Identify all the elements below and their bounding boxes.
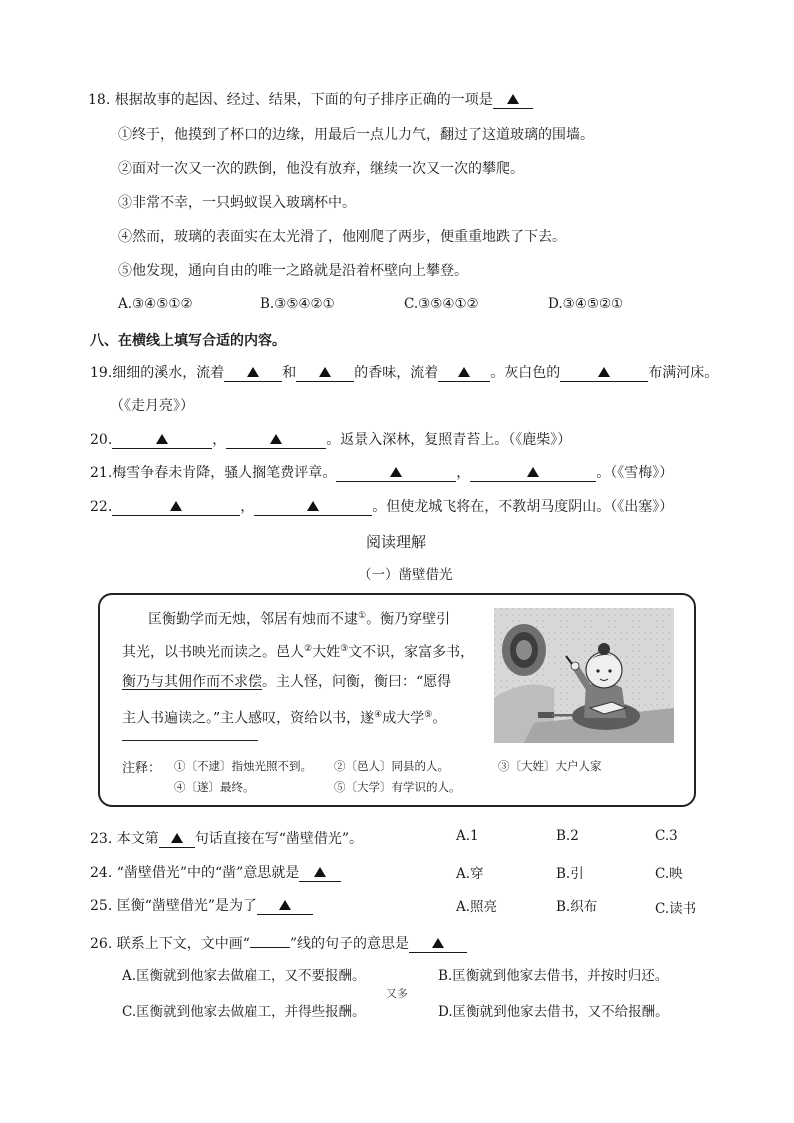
triangle-icon: [314, 867, 326, 877]
answer-blank[interactable]: [257, 898, 313, 915]
answer-blank[interactable]: [254, 499, 372, 516]
q25-text: 25. 匡衡“凿壁借光”是为了: [90, 898, 258, 914]
q24-option-c[interactable]: C.映: [655, 866, 683, 882]
answer-blank[interactable]: [112, 499, 240, 516]
q26-option-d[interactable]: D.匡衡就到他家去借书，又不给报酬。: [438, 1004, 669, 1020]
q26-option-a[interactable]: A.匡衡就到他家去做雇工，又不要报酬。: [122, 968, 366, 984]
q25-option-c[interactable]: C.读书: [655, 901, 697, 917]
triangle-icon: [319, 367, 331, 377]
footnote-mark: ⑤: [424, 710, 433, 720]
note-2: ②〔邑人〕同县的人。: [334, 759, 449, 773]
triangle-icon: [507, 94, 519, 104]
q19-text-1: 细细的溪水，流着: [112, 365, 225, 381]
footnote-mark: ②: [304, 644, 313, 654]
q18-text: 18. 根据故事的起因、经过、结果，下面的句子排序正确的一项是: [88, 92, 493, 108]
passage-text: 。主人怪，问衡，衡曰：“愿得: [262, 674, 452, 690]
triangle-icon: [156, 434, 168, 444]
answer-blank[interactable]: [336, 465, 456, 482]
passage-text: 大姓: [312, 644, 341, 661]
q18-option-d[interactable]: D.③④⑤②①: [548, 296, 624, 312]
q20-number: 20.: [90, 432, 113, 448]
answer-blank[interactable]: [493, 92, 533, 109]
answer-blank[interactable]: [409, 936, 467, 953]
q19-number: 19.: [90, 365, 113, 381]
notes-divider: [122, 740, 258, 741]
q23-option-a[interactable]: A.1: [456, 828, 479, 844]
triangle-icon: [598, 367, 610, 377]
answer-blank[interactable]: [438, 365, 490, 382]
q18-stem: [88, 89, 533, 109]
passage-text: 匡衡勤学而无烛，邻居有烛而不逮: [148, 611, 358, 628]
q20-text-1: ，: [212, 432, 227, 448]
q24-option-a[interactable]: A.穿: [456, 866, 484, 882]
passage-text: 。: [432, 710, 447, 727]
notes-label: 注释：: [122, 761, 162, 776]
note-5: ⑤〔大学〕有学识的人。: [334, 780, 461, 794]
answer-blank[interactable]: [296, 365, 354, 382]
triangle-icon: [307, 501, 319, 511]
q21-separator: ，: [456, 465, 471, 481]
q18-sentence-1: ①终于，他摸到了杯口的边缘，用最后一点儿力气，翻过了这道玻璃的围墙。: [118, 127, 594, 143]
q18-option-a[interactable]: A.③④⑤①②: [118, 296, 193, 312]
q24-stem: [90, 862, 341, 882]
q26-option-b[interactable]: B.匡衡就到他家去借书，并按时归还。: [438, 968, 669, 984]
q19-text-4: 。灰白色的: [490, 365, 561, 381]
passage-line-1: [148, 600, 450, 637]
q20-line: [90, 429, 571, 449]
q26-option-c[interactable]: C.匡衡就到他家去做雇工，并得些报酬。: [122, 1004, 366, 1020]
q18-option-b[interactable]: B.③⑤④②①: [260, 296, 335, 312]
triangle-icon: [270, 434, 282, 444]
triangle-icon: [390, 467, 402, 477]
triangle-icon: [171, 833, 183, 843]
q18-sentence-5: ⑤他发现，通向自由的唯一之路就是沿着杯壁向上攀登。: [118, 263, 468, 279]
q22-separator: ，: [240, 499, 255, 515]
q19-source: （《走月亮》）: [110, 398, 194, 414]
answer-blank[interactable]: [224, 365, 282, 382]
answer-blank[interactable]: [226, 432, 326, 449]
q24-text: 24. “凿壁借光”中的“凿”意思就是: [90, 865, 300, 881]
answer-blank[interactable]: [159, 831, 195, 848]
q26-text-2: ”线的句子的意思是: [289, 936, 410, 952]
q25-option-a[interactable]: A.照亮: [456, 899, 498, 915]
triangle-icon: [458, 367, 470, 377]
handwritten-mark: 又多: [386, 987, 408, 1000]
footnote-mark: ③: [340, 644, 349, 654]
q20-text-2: 。返景入深林，复照青苔上。（《鹿柴》）: [326, 432, 572, 448]
triangle-icon: [432, 938, 444, 948]
footnote-mark: ④: [374, 710, 383, 720]
triangle-icon: [247, 367, 259, 377]
q19-text-5: 布满河床。: [648, 365, 719, 381]
q26-text-1: 26. 联系上下文，文中画“: [90, 936, 250, 952]
q21-text: 21.梅雪争春未肯降，骚人搁笔费评章。: [90, 465, 337, 481]
boy-reading-illustration: [494, 608, 674, 743]
q19-text-3: 的香味，流着: [354, 365, 439, 381]
triangle-icon: [279, 900, 291, 910]
note-4: ④〔遂〕最终。: [174, 780, 255, 794]
q18-sentence-2: ②面对一次又一次的跌倒，他没有放弃，继续一次又一次的攀爬。: [118, 161, 524, 177]
q22-number: 22.: [90, 499, 113, 515]
footnote-mark: ①: [358, 611, 367, 621]
passage-line-2: [122, 633, 474, 670]
passage-title: （一）凿壁借光: [358, 567, 453, 583]
q25-stem: [90, 895, 313, 915]
reading-title: 阅读理解: [366, 533, 427, 551]
passage-text: 成大学: [382, 710, 425, 727]
passage-text: 主人书遍读之。”主人感叹，资给以书，遂: [122, 710, 375, 727]
passage-line-3: [122, 666, 451, 699]
q26-stem: [90, 931, 467, 953]
underlined-sentence: 衡乃与其佣作而不求偿: [122, 674, 262, 690]
answer-blank[interactable]: [112, 432, 212, 449]
q21-line: [90, 462, 673, 482]
q18-sentence-3: ③非常不幸，一只蚂蚁误入玻璃杯中。: [118, 195, 356, 211]
q23-option-b[interactable]: B.2: [556, 828, 579, 844]
q18-sentence-4: ④然而，玻璃的表面实在太光滑了，他刚爬了两步，便重重地跌了下去。: [118, 229, 566, 245]
q23-text-2: 句话直接在写“凿壁借光”。: [194, 831, 364, 847]
q22-line: [90, 496, 673, 516]
passage-line-4: [122, 699, 446, 736]
note-1: ①〔不逮〕指烛光照不到。: [174, 759, 312, 773]
q23-text-1: 23. 本文第: [90, 831, 159, 847]
q19-line: [90, 362, 718, 382]
q24-option-b[interactable]: B.引: [556, 866, 584, 882]
answer-blank[interactable]: [470, 465, 596, 482]
section-heading: 八、在横线上填写合适的内容。: [90, 333, 286, 349]
answer-blank[interactable]: [560, 365, 648, 382]
answer-blank[interactable]: [299, 865, 341, 882]
q19-text-2: 和: [282, 365, 297, 381]
q21-source: 。（《雪梅》）: [596, 465, 674, 481]
passage-text: 。衡乃穿壁引: [366, 611, 451, 628]
note-3: ③〔大姓〕大户人家: [498, 759, 602, 773]
q22-source: 。但使龙城飞将在，不教胡马度阴山。（《出塞》）: [372, 499, 674, 515]
triangle-icon: [527, 467, 539, 477]
triangle-icon: [170, 501, 182, 511]
q25-option-b[interactable]: B.织布: [556, 899, 598, 915]
q23-option-c[interactable]: C.3: [655, 828, 678, 844]
q23-stem: [90, 828, 363, 848]
underline-sample: [250, 931, 290, 948]
q18-option-c[interactable]: C.③⑤④①②: [404, 296, 479, 312]
passage-text: 文不识，家富多书，: [348, 644, 475, 661]
passage-text: 其光，以书映光而读之。邑人: [122, 644, 304, 661]
